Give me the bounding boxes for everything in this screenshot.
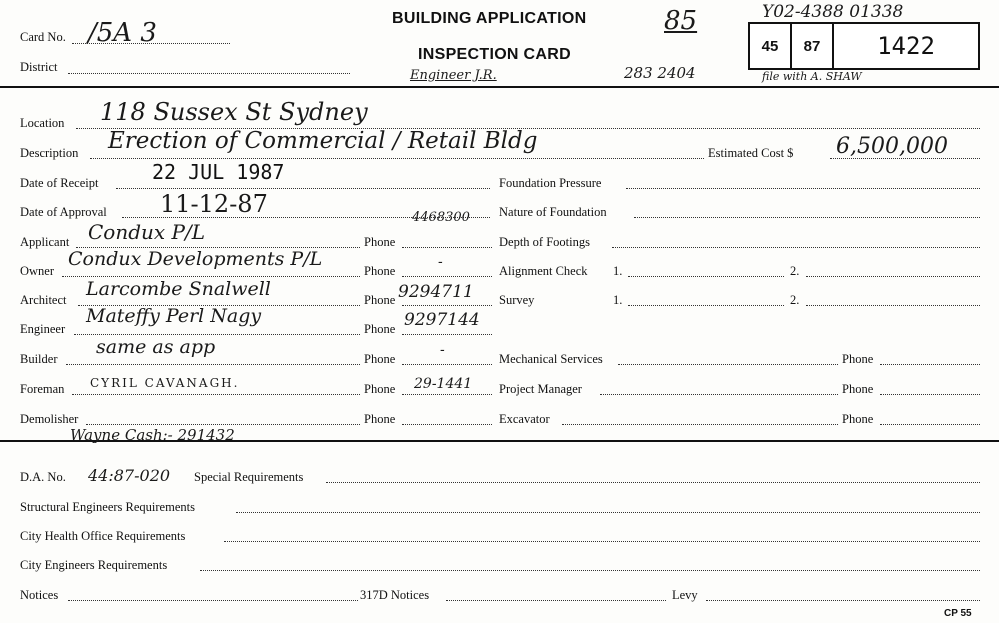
description-value: Erection of Commercial / Retail Bldg bbox=[108, 128, 538, 154]
survey-1-line bbox=[628, 305, 784, 306]
demolisher-label: Demolisher bbox=[20, 412, 79, 426]
structural-engineers-label: Structural Engineers Requirements bbox=[20, 500, 195, 514]
estimated-cost-value: 6,500,000 bbox=[836, 134, 948, 159]
folio-number: 85 bbox=[664, 6, 698, 36]
location-label: Location bbox=[20, 116, 65, 130]
city-health-line bbox=[224, 541, 980, 542]
foreman-value: CYRIL CAVANAGH. bbox=[90, 376, 240, 390]
date-receipt-label: Date of Receipt bbox=[20, 176, 99, 190]
engineer-phone-label: Phone bbox=[364, 322, 396, 336]
date-receipt-value: 22 JUL 1987 bbox=[152, 160, 285, 184]
engineer-value: Mateffy Perl Nagy bbox=[86, 305, 262, 327]
notices-317d-line bbox=[446, 600, 666, 601]
owner-line bbox=[62, 276, 360, 277]
engineer-label: Engineer bbox=[20, 322, 66, 336]
da-no-value: 44:87-020 bbox=[88, 466, 171, 485]
nature-foundation-label: Nature of Foundation bbox=[499, 205, 607, 219]
demolisher-phone-label: Phone bbox=[364, 412, 396, 426]
city-health-label: City Health Office Requirements bbox=[20, 529, 186, 543]
architect-phone-value: 9294711 bbox=[398, 282, 474, 302]
foreman-line bbox=[72, 394, 360, 395]
excavator-line bbox=[562, 424, 838, 425]
survey-2-label: 2. bbox=[790, 293, 800, 307]
builder-line bbox=[66, 364, 360, 365]
alignment-check-1-label: 1. bbox=[613, 264, 623, 278]
architect-phone-label: Phone bbox=[364, 293, 396, 307]
da-no-label: D.A. No. bbox=[20, 470, 66, 484]
demolisher-line bbox=[86, 424, 360, 425]
architect-label: Architect bbox=[20, 293, 67, 307]
location-value: 118 Sussex St Sydney bbox=[100, 98, 368, 126]
architect-phone-line bbox=[402, 305, 492, 306]
survey-1-label: 1. bbox=[613, 293, 623, 307]
applicant-label: Applicant bbox=[20, 235, 70, 249]
engineer-line bbox=[74, 334, 360, 335]
mechanical-services-phone-label: Phone bbox=[842, 352, 874, 366]
description-label: Description bbox=[20, 146, 79, 160]
owner-phone-line bbox=[402, 276, 492, 277]
reference-box bbox=[748, 22, 980, 70]
alignment-check-2-line bbox=[806, 276, 980, 277]
engineer-phone-value: 9297144 bbox=[404, 310, 480, 330]
applicant-phone-line bbox=[402, 247, 492, 248]
mechanical-services-phone-line bbox=[880, 364, 980, 365]
survey-2-line bbox=[806, 305, 980, 306]
district-label: District bbox=[20, 60, 58, 74]
box-cell-3: 1422 bbox=[877, 32, 935, 60]
district-line bbox=[68, 73, 350, 74]
mechanical-services-label: Mechanical Services bbox=[499, 352, 603, 366]
reference-number: Y02-4388 01338 bbox=[762, 2, 904, 22]
excavator-label: Excavator bbox=[499, 412, 550, 426]
phone-note: 283 2404 bbox=[624, 64, 696, 82]
levy-label: Levy bbox=[672, 588, 698, 602]
engineer-phone-line bbox=[402, 334, 492, 335]
notices-317d-label: 317D Notices bbox=[360, 588, 430, 602]
city-engineers-line bbox=[200, 570, 980, 571]
special-requirements-line bbox=[326, 482, 980, 483]
owner-value: Condux Developments P/L bbox=[68, 248, 323, 270]
city-engineers-label: City Engineers Requirements bbox=[20, 558, 168, 572]
card-title-line2: INSPECTION CARD bbox=[418, 46, 571, 63]
owner-phone-label: Phone bbox=[364, 264, 396, 278]
alignment-check-2-label: 2. bbox=[790, 264, 800, 278]
card-title-line1: BUILDING APPLICATION bbox=[392, 10, 587, 27]
engineer-note: Engineer J.R. bbox=[410, 68, 497, 83]
foundation-pressure-line bbox=[626, 188, 980, 189]
owner-phone-value: - bbox=[438, 254, 443, 270]
applicant-phone-value: 4468300 bbox=[412, 210, 470, 225]
project-manager-phone-label: Phone bbox=[842, 382, 874, 396]
project-manager-phone-line bbox=[880, 394, 980, 395]
foundation-pressure-label: Foundation Pressure bbox=[499, 176, 602, 190]
card-no-label: Card No. bbox=[20, 30, 66, 44]
excavator-phone-line bbox=[880, 424, 980, 425]
owner-label: Owner bbox=[20, 264, 55, 278]
file-note: file with A. SHAW bbox=[762, 70, 862, 83]
builder-phone-line bbox=[402, 364, 492, 365]
nature-foundation-line bbox=[634, 217, 980, 218]
mechanical-services-line bbox=[618, 364, 838, 365]
architect-value: Larcombe Snalwell bbox=[86, 278, 271, 300]
notices-line bbox=[68, 600, 358, 601]
extra-note: Wayne Cash:- 291432 bbox=[70, 426, 235, 444]
box-cell-1: 45 bbox=[761, 37, 779, 55]
alignment-check-1-line bbox=[628, 276, 784, 277]
box-cell-2: 87 bbox=[803, 37, 821, 55]
project-manager-line bbox=[600, 394, 838, 395]
depth-footings-label: Depth of Footings bbox=[499, 235, 590, 249]
alignment-check-label: Alignment Check bbox=[499, 264, 588, 278]
date-approval-label: Date of Approval bbox=[20, 205, 107, 219]
applicant-phone-label: Phone bbox=[364, 235, 396, 249]
date-receipt-line bbox=[116, 188, 490, 189]
builder-phone-value: - bbox=[440, 342, 445, 358]
foreman-phone-label: Phone bbox=[364, 382, 396, 396]
applicant-value: Condux P/L bbox=[88, 220, 206, 244]
survey-label: Survey bbox=[499, 293, 535, 307]
foreman-phone-value: 29-1441 bbox=[414, 376, 473, 392]
builder-value: same as app bbox=[96, 336, 216, 358]
card-no-value: /5A 3 bbox=[88, 18, 157, 48]
header-rule bbox=[0, 86, 999, 88]
excavator-phone-label: Phone bbox=[842, 412, 874, 426]
form-code: CP 55 bbox=[944, 608, 972, 619]
description-line bbox=[90, 158, 704, 159]
demolisher-phone-line bbox=[402, 424, 492, 425]
levy-line bbox=[706, 600, 980, 601]
project-manager-label: Project Manager bbox=[499, 382, 582, 396]
foreman-label: Foreman bbox=[20, 382, 65, 396]
date-approval-value: 11-12-87 bbox=[160, 190, 268, 218]
builder-label: Builder bbox=[20, 352, 58, 366]
depth-footings-line bbox=[612, 247, 980, 248]
estimated-cost-label: Estimated Cost $ bbox=[708, 146, 794, 160]
foreman-phone-line bbox=[402, 394, 492, 395]
special-requirements-label: Special Requirements bbox=[194, 470, 304, 484]
structural-engineers-line bbox=[236, 512, 980, 513]
builder-phone-label: Phone bbox=[364, 352, 396, 366]
notices-label: Notices bbox=[20, 588, 59, 602]
